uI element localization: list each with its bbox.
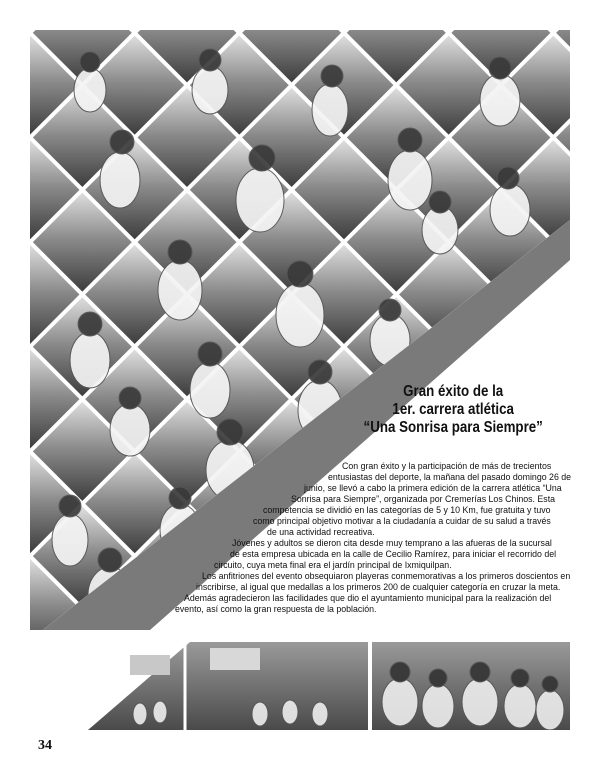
body-line: Los anfitriones del evento obsequiaron playeras conmemorativas a los primeros doscientos en — [202, 571, 571, 581]
body-line: circuito, cuya meta final era el jardín principal de Ixmiquilpan. — [214, 560, 452, 570]
body-line: Además agradecieron las facilidades que dio el ayuntamiento municipal para la realización del — [184, 593, 552, 603]
title-line-1: Gran éxito de la — [403, 383, 504, 400]
body-line: de una actividad recreativa. — [267, 527, 375, 537]
body-line: competencia se dividió en las categorías de 5 y 10 Km, fue gratuita y tuvo — [263, 505, 551, 515]
article-title — [350, 383, 556, 437]
title-line-3: “Una Sonrisa para Siempre” — [363, 419, 543, 436]
title-line-2: 1er. carrera atlética — [392, 401, 514, 418]
collage-graphic — [30, 30, 570, 730]
body-line: Con gran éxito y la participación de más de trecientos — [342, 461, 552, 471]
body-line: junio, se llevó a cabo la primera edición de la carrera atlética “Una — [304, 483, 562, 493]
body-line: como principal objetivo motivar a la ciudadanía a cuidar de su salud a través — [253, 516, 551, 526]
body-line: evento, así como la gran respuesta de la población. — [175, 604, 377, 614]
body-line: de esta empresa ubicada en la calle de Cecilio Ramírez, para iniciar el recorrido del — [230, 549, 557, 559]
body-line: Jóvenes y adultos se dieron cita desde muy temprano a las afueras de la sucursal — [232, 538, 552, 548]
page-number: 34 — [38, 738, 52, 753]
body-line: Sonrisa para Siempre”, organizada por Cremerías Los Chinos. Esta — [291, 494, 556, 504]
body-line: entusiastas del deporte, la mañana del pasado domingo 26 de — [328, 472, 572, 482]
body-line: inscribirse, al igual que medallas a los primeros 200 de cualquier categoría en cruzar la meta. — [196, 582, 561, 592]
photo-collage — [30, 30, 570, 730]
